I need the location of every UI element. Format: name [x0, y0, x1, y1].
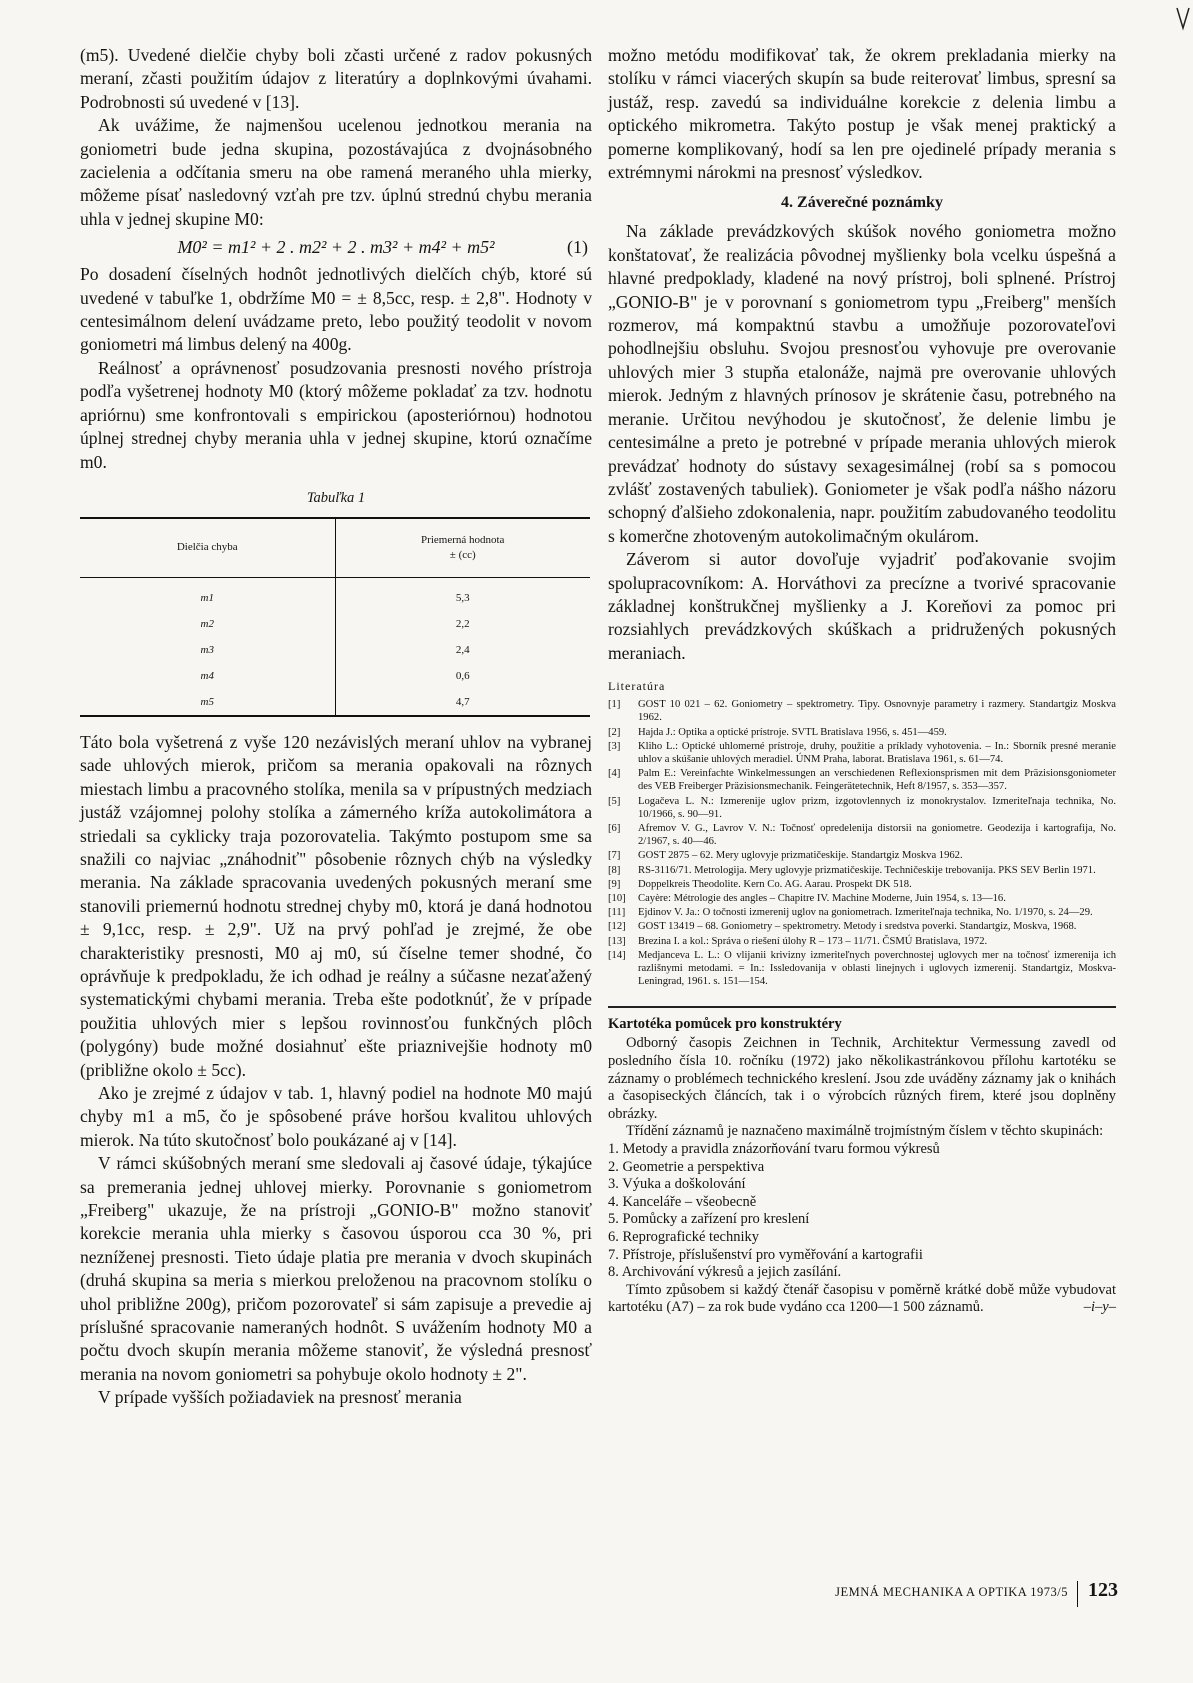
reference-number: [5] — [608, 795, 621, 807]
list-item: 8. Archivování výkresů a jejich zasílání. — [608, 1264, 842, 1281]
list-item: 5. Pomůcky a zařízení pro kreslení — [608, 1211, 810, 1228]
reference-number: [2] — [608, 726, 621, 738]
table-row — [80, 663, 590, 689]
paragraph: Po dosadení číselných hodnôt jednotlivých dielčích chýb, ktoré sú uvedené v tabuľke 1, obdržíme M0 = ± 8,5cc, resp. ± 2,8". Hodnoty v centesimálnom delení uvádzame preto, lebo použitý teodolit v novom goniometri má limbus delený na 400g. — [80, 264, 592, 355]
reference-number: [14] — [608, 949, 626, 961]
table-cell: m1 — [80, 577, 335, 611]
section-heading: 4. Záverečné poznámky — [781, 194, 943, 212]
table-row — [80, 637, 590, 663]
footer-divider — [1077, 1581, 1078, 1607]
reference-item — [608, 822, 1116, 848]
reference-text: GOST 10 021 – 62. Goniometry – spektrometry. Tipy. Osnovnyje parametry i razmery. Standartgiz Moskva 1962. — [638, 699, 1116, 724]
list-item: 2. Geometrie a perspektiva — [608, 1158, 765, 1175]
table-cell: m5 — [80, 689, 335, 716]
reference-item — [608, 864, 1116, 877]
reference-text: Afremov V. G., Lavrov V. N.: Točnosť opredelenija distorsii na goniometre. Geodezija i kartografija, No. 2/1967, s. 40—46. — [638, 822, 1116, 848]
table-cell: 5,3 — [455, 591, 470, 604]
paragraph-text: Tímto způsobem si každý čtenář časopisu v poměrně krátké době může vybudovat kartotéku (A7) – za rok bude vydáno cca 1200—1 500 záznamů. — [608, 1281, 1116, 1316]
reference-item — [608, 767, 1116, 793]
page-number: 123 — [1088, 1579, 1118, 1601]
list-item: 4. Kanceláře – všeobecně — [608, 1193, 757, 1210]
table-header-partial-error: Dielčia chyba — [80, 518, 335, 578]
reference-item — [608, 949, 1116, 989]
news-item — [608, 1016, 1116, 1317]
news-title: Kartotéka pomůcek pro konstruktéry — [608, 1016, 842, 1033]
journal-title: JEMNÁ MECHANIKA A OPTIKA 1973/5 — [835, 1585, 1068, 1599]
reference-number: [13] — [608, 935, 626, 947]
reference-text: Hajda J.: Optika a optické prístroje. SVTL Bratislava 1956, s. 451—459. — [638, 726, 947, 738]
reference-number: [12] — [608, 921, 626, 933]
reference-text: Brezina I. a kol.: Správa o riešení úlohy R – 173 – 11/71. ČSMÚ Bratislava, 1972. — [638, 935, 988, 947]
reference-number: [6] — [608, 822, 621, 834]
reference-item — [608, 920, 1116, 933]
table-cell: 2,4 — [455, 643, 470, 656]
paragraph: V rámci skúšobných meraní sme sledovali aj časové údaje, týkajúce sa premerania jednej uhlovej mierky. Porovnanie s goniometrom „Freiberg" ukazuje, že na prístroji „GONIO-B" možno stanoviť korekcie merania uhla mierky s časovou úsporou cca 30 %, pri nezníženej presnosti. Tieto údaje platia pre merania v dvoch skupinách (druhá skupina sa meria s mierkou preloženou na pracovnom stolíku o uhol približne 200g), pričom pozorovateľ si sám zapisuje a prevedie aj príslušné spracovanie nameraných hodnôt. S uvážením hodnoty M0 a počtu dvoch skupín merania môžeme stanoviť, že výsledná presnosť merania na novom goniometri sa pohybuje okolo hodnoty ± 2". — [80, 1153, 592, 1384]
reference-text: RS-3116/71. Metrologija. Mery uglovyje prizmatičeskije. Techničeskije trebovanija. PKS SEV Berlin 1971. — [638, 864, 1096, 876]
equation-1 — [80, 235, 592, 259]
paragraph: možno metódu modifikovať tak, že okrem prekladania mierky na stolíku v rámci viacerých skupín sa bude reiterovať limbus, spresní sa justáž, resp. zavedú sa individuálne korekcie z delenia limbu a optického mikrometra. Takýto postup je však menej praktický a pomerne komplikovaný, hodí sa len pre ojedinelé prípady merania s extrémnymi nárokmi na presnosť výsledkov. — [608, 45, 1116, 183]
list-item: 1. Metody a pravidla znázorňování tvaru formou výkresů — [608, 1140, 940, 1157]
signature: –i–y– — [1083, 1299, 1116, 1316]
reference-text: Medjanceva L. L.: O vlijanii krivizny izmeriteľnych poverchnostej uglovych mer na točnosť izmerenija ich razlišnymi metodami. = In.: Issledovanija v oblasti linejnych i uglovych izmerenij. Standartgiz, Moskva-Leningrad, 1961. s. 151—154. — [638, 949, 1116, 988]
reference-number: [7] — [608, 850, 621, 862]
references-heading: Literatúra — [608, 679, 666, 694]
list-item: 6. Reprografické techniky — [608, 1228, 759, 1245]
paragraph: Záverom si autor dovoľuje vyjadriť poďakovanie svojim spolupracovníkom: A. Horváthovi za precízne a tvorivé spracovanie základnej konštrukčnej myšlienky a J. Koreňovi za pomoc pri rozsiahlych prevádzkových skúškach a pridružených pokusných meraniach. — [608, 549, 1116, 663]
reference-number: [3] — [608, 740, 621, 752]
paragraph — [608, 1282, 1116, 1317]
page-footer — [790, 1579, 1120, 1609]
reference-number: [9] — [608, 878, 621, 890]
table-cell: m2 — [80, 611, 335, 637]
header-line: Priemerná hodnota — [421, 533, 505, 546]
reference-number: [10] — [608, 893, 626, 904]
reference-text: GOST 13419 – 68. Goniometry – spektrometry. Metody i sredstva poverki. Standartgiz, Moskva, 1968. — [638, 921, 1077, 933]
paragraph: V prípade vyšších požiadaviek na presnosť merania — [98, 1387, 462, 1408]
reference-text: Ejdinov V. Ja.: O točnosti izmerenij uglov na goniometrach. Izmeriteľnaja technika, No. 1/1970, s. 24—29. — [638, 907, 1093, 919]
reference-item — [608, 935, 1116, 948]
table-header-average-value — [335, 518, 590, 578]
paragraph: Třídění záznamů je naznačeno maximálně trojmístným číslem v těchto skupinách: — [626, 1123, 1104, 1140]
reference-item — [608, 892, 1116, 905]
reference-text: GOST 2875 – 62. Mery uglovyje prizmatičeskije. Standartgiz Moskva 1962. — [638, 850, 963, 862]
reference-number: [11] — [608, 907, 626, 919]
reference-item — [608, 906, 1116, 919]
reference-item — [608, 726, 1116, 739]
reference-text: Doppelkreis Theodolite. Kern Co. AG. Aarau. Prospekt DK 518. — [638, 878, 912, 890]
references-list — [608, 698, 1116, 988]
reference-number: [1] — [608, 699, 621, 711]
table-row — [80, 689, 590, 716]
reference-text: Logačeva L. N.: Izmerenije uglov prizm, izgotovlennych iz monokrystalov. Izmeriteľnaja technika, No. 10/1966, s. 90—91. — [638, 795, 1116, 820]
paragraph: Táto bola vyšetrená z vyše 120 nezávislých meraní uhlov na vybranej sade uhlových mierok, pričom sa merania opakovali na rôznych miestach limbu a pracovného stolíka, menila sa v prípustných medziach justáž vzájomnej polohy stolíka a zámerného kríža autokolimátora a striedali sa cyklicky traja pozorovatelia. Takýmto postupom sme sa snažili co najviac „znáhodniť" pôsobenie rôznych chýb na výsledky merania. Na základe spracovania uvedených pokusných meraní sme stanovili priemernú hodnotu strednej chyby m0, ktorá je daná hodnotou ± 9,1cc, resp. ± 2,9". Už na prvý pohľad je zrejmé, že obe charakteristiky presnosti, M0 aj m0, sú číselne temer shodné, čo oprávňuje k predpokladu, že ich odhad je reálny a súčasne nezaťažený systematickými chybami merania. Treba ešte podotknúť, že v prípade použitia uhlových mier s lepšou rovinnosťou funkčných plôch (polygóny) bude možné dosiahnuť ešte priaznivejšie hodnoty m0 (približne okolo ± 5cc). — [80, 731, 592, 1080]
reference-item — [608, 740, 1116, 766]
category-list — [608, 1141, 1116, 1282]
paragraph: (m5). Uvedené dielčie chyby boli zčasti určené z radov pokusných meraní, zčasti použitím údajov z literatúry a doplnkovými úvahami. Podrobnosti sú uvedené v [13]. — [80, 45, 592, 112]
table-cell: 4,7 — [455, 695, 470, 708]
table-cell: m4 — [80, 663, 335, 689]
paragraph: Reálnosť a oprávnenosť posudzovania presnosti nového prístroja podľa vyšetrenej hodnoty M0 (ktorý môžeme pokladať za tzv. hodnotu apriórnu) sme konfrontovali s empirickou (aposteriórnou) hodnotou úplnej strednej chyby merania uhla v jednej skupine, ktorú označíme m0. — [80, 357, 592, 472]
right-column — [608, 44, 1116, 1317]
reference-item — [608, 795, 1116, 821]
reference-number: [8] — [608, 864, 621, 876]
reference-text: Cayère: Métrologie des angles – Chapitre IV. Machine Moderne, Juin 1954, s. 13—16. — [638, 893, 1006, 904]
equation-number: (1) — [567, 237, 588, 258]
header-line: ± (cc) — [449, 548, 476, 561]
table-row — [80, 577, 590, 611]
table-caption: Tabuľka 1 — [306, 489, 366, 506]
left-column — [80, 44, 592, 1410]
list-item: 3. Výuka a doškolování — [608, 1176, 746, 1193]
reference-item — [608, 849, 1116, 862]
reference-text: Kliho L.: Optické uhlomerné prístroje, druhy, použitie a príklady vyhotovenia. – In.: Sborník presné meranie uhlov a skúšanie uhlových meradiel. ÚNM Praha, laborat. Bratislava 1961, s. 61—74. — [638, 740, 1116, 765]
reference-number: [4] — [608, 768, 621, 780]
section-divider — [608, 1006, 1116, 1008]
table-row — [80, 611, 590, 637]
paragraph: Ako je zrejmé z údajov v tab. 1, hlavný podiel na hodnote M0 majú chyby m1 a m5, čo je spôsobené práve horšou kvalitou uhlových mierok. Na túto skutočnosť bolo poukázané aj v [14]. — [80, 1083, 592, 1150]
list-item: 7. Přístroje, příslušenství pro vyměřování a kartografii — [608, 1246, 923, 1263]
paragraph: Na základe prevádzkových skúšok nového goniometra možno konštatovať, že realizácia pôvodnej myšlienky bola vcelku úspešná a hlavné predpoklady, kladené na nový prístroj, boli splnené. Prístroj „GONIO-B" je v porovnaní s goniometrom typu „Freiberg" menších rozmerov, má kompaktnú stavbu a umožňuje pozorovateľovi pohodlnejšiu obsluhu. Svojou presnosťou vyhovuje pre overovanie uhlových mier 3 stupňa etalonáže, najmä pre overovanie uhlových mierok. Jedným z hlavných prínosov je skrátenie času, potrebného na meranie. Určitou nevýhodou je skutočnosť, že delenie limbu je centesimálne a preto je potrebné v prípade merania uhlových mierok prevádzať hodnoty do sústavy sexagesimálnej (robí sa s pomocou zvlášť zostavených tabuliek). Goniometer je však podľa nášho názoru schopný ďalšieho zdokonalenia, napr. použitím zabudovaného teodolitu s komerčne zhotoveným autokolimačným okulárom. — [608, 221, 1116, 546]
page-corner-mark — [1175, 6, 1191, 32]
paragraph: Odborný časopis Zeichnen in Technik, Architektur Vermessung zavedl od posledního čísla 10. ročníku (1972) jako několikastránkovou přílohu kartotéku se záznamy o problémech technického kreslení. Jsou zde uváděny záznamy jak o knihách a časopiseckých článcích, tak i o výrobcích různých firem, které jsou doplněny obrázky. — [608, 1035, 1116, 1122]
reference-text: Palm E.: Vereinfachte Winkelmessungen an verschiedenen Reflexionsprismen mit dem Präzisionsgoniometer des VEB Freiberger Präzisionsmechanik. Feingerätetechnik, Heft 8/1957, s. 353—357. — [638, 768, 1116, 793]
table-cell: m3 — [80, 637, 335, 663]
equation-text: M0² = m1² + 2 . m2² + 2 . m3² + m4² + m5² — [177, 237, 495, 258]
reference-item — [608, 878, 1116, 891]
paragraph: Ak uvážime, že najmenšou ucelenou jednotkou merania na goniometri bude jedna skupina, pozostávajúca z dvojnásobného zacielenia a odčítania smeru na obe ramená meraného uhla mierky, môžeme písať nasledovný vzťah pre tzv. úplnú strednú chybu merania uhla v jednej skupine M0: — [80, 115, 592, 229]
table-cell: 2,2 — [455, 617, 470, 630]
table-cell: 0,6 — [455, 669, 470, 682]
reference-item — [608, 698, 1116, 724]
table-1 — [80, 517, 590, 717]
